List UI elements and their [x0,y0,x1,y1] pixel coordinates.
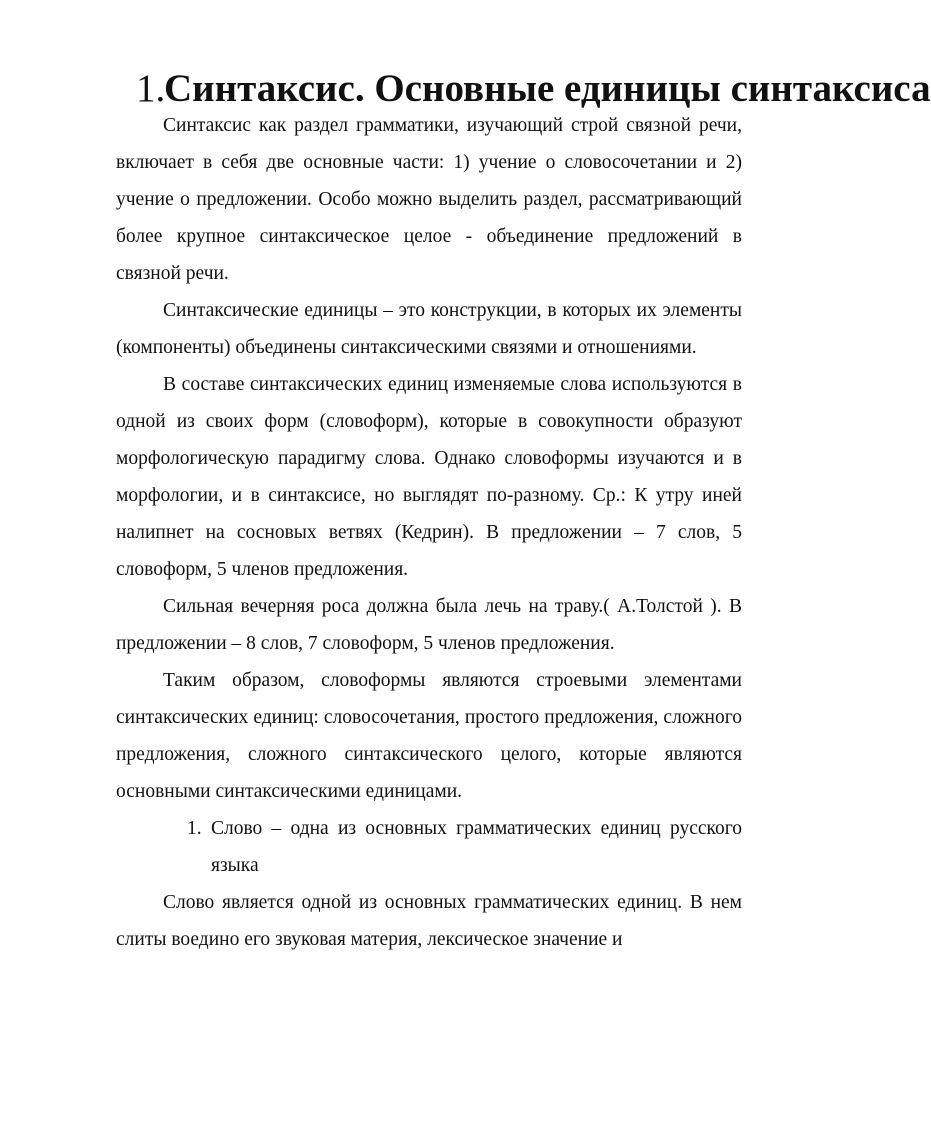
paragraph-word-unit: Слово является одной из основных грамматических единиц. В нем слиты воедино его звуковая материя, лексическое значение и [116,892,742,950]
paragraph-conclusion: Таким образом, словоформы являются строевыми элементами синтаксических единиц: словосочетания, простого предложения, сложного предложения, сложного синтаксического целого, которые являются основными синтаксическими единицами. [116,670,742,802]
heading-text: Синтаксис. Основные единицы синтаксиса [164,67,931,110]
subsection-heading [187,810,742,884]
heading-number: 1. [136,67,166,110]
paragraph-syntax-definition: Синтаксис как раздел грамматики, изучающий строй связной речи, включает в себя две основные части: 1) учение о словосочетании и 2) учение о предложении. Особо можно выделить раздел, рассматривающий более крупное синтаксическое целое - объединение предложений в связной речи. [116,115,742,284]
subheading-number: 1. [187,818,202,839]
document-page [116,67,931,958]
paragraph-syntactic-units: Синтаксические единицы – это конструкции, в которых их элементы (компоненты) объединены синтаксическими связями и отношениями. [116,300,742,358]
subheading-text: Слово – одна из основных грамматических единиц русского языка [211,818,742,876]
paragraph-example-tolstoy: Сильная вечерняя роса должна была лечь на траву.( А.Толстой ). В предложении – 8 слов, 7 словоформ, 5 членов предложения. [116,596,742,654]
section-heading [116,67,931,110]
paragraph-word-forms: В составе синтаксических единиц изменяемые слова используются в одной из своих форм (словоформ), которые в совокупности образуют морфологическую парадигму слова. Однако словоформы изучаются и в морфологии, и в синтаксисе, но выглядят по-разному. Ср.: К утру иней налипнет на сосновых ветвях (Кедрин). В предложении – 7 слов, 5 словоформ, 5 членов предложения. [116,374,742,580]
